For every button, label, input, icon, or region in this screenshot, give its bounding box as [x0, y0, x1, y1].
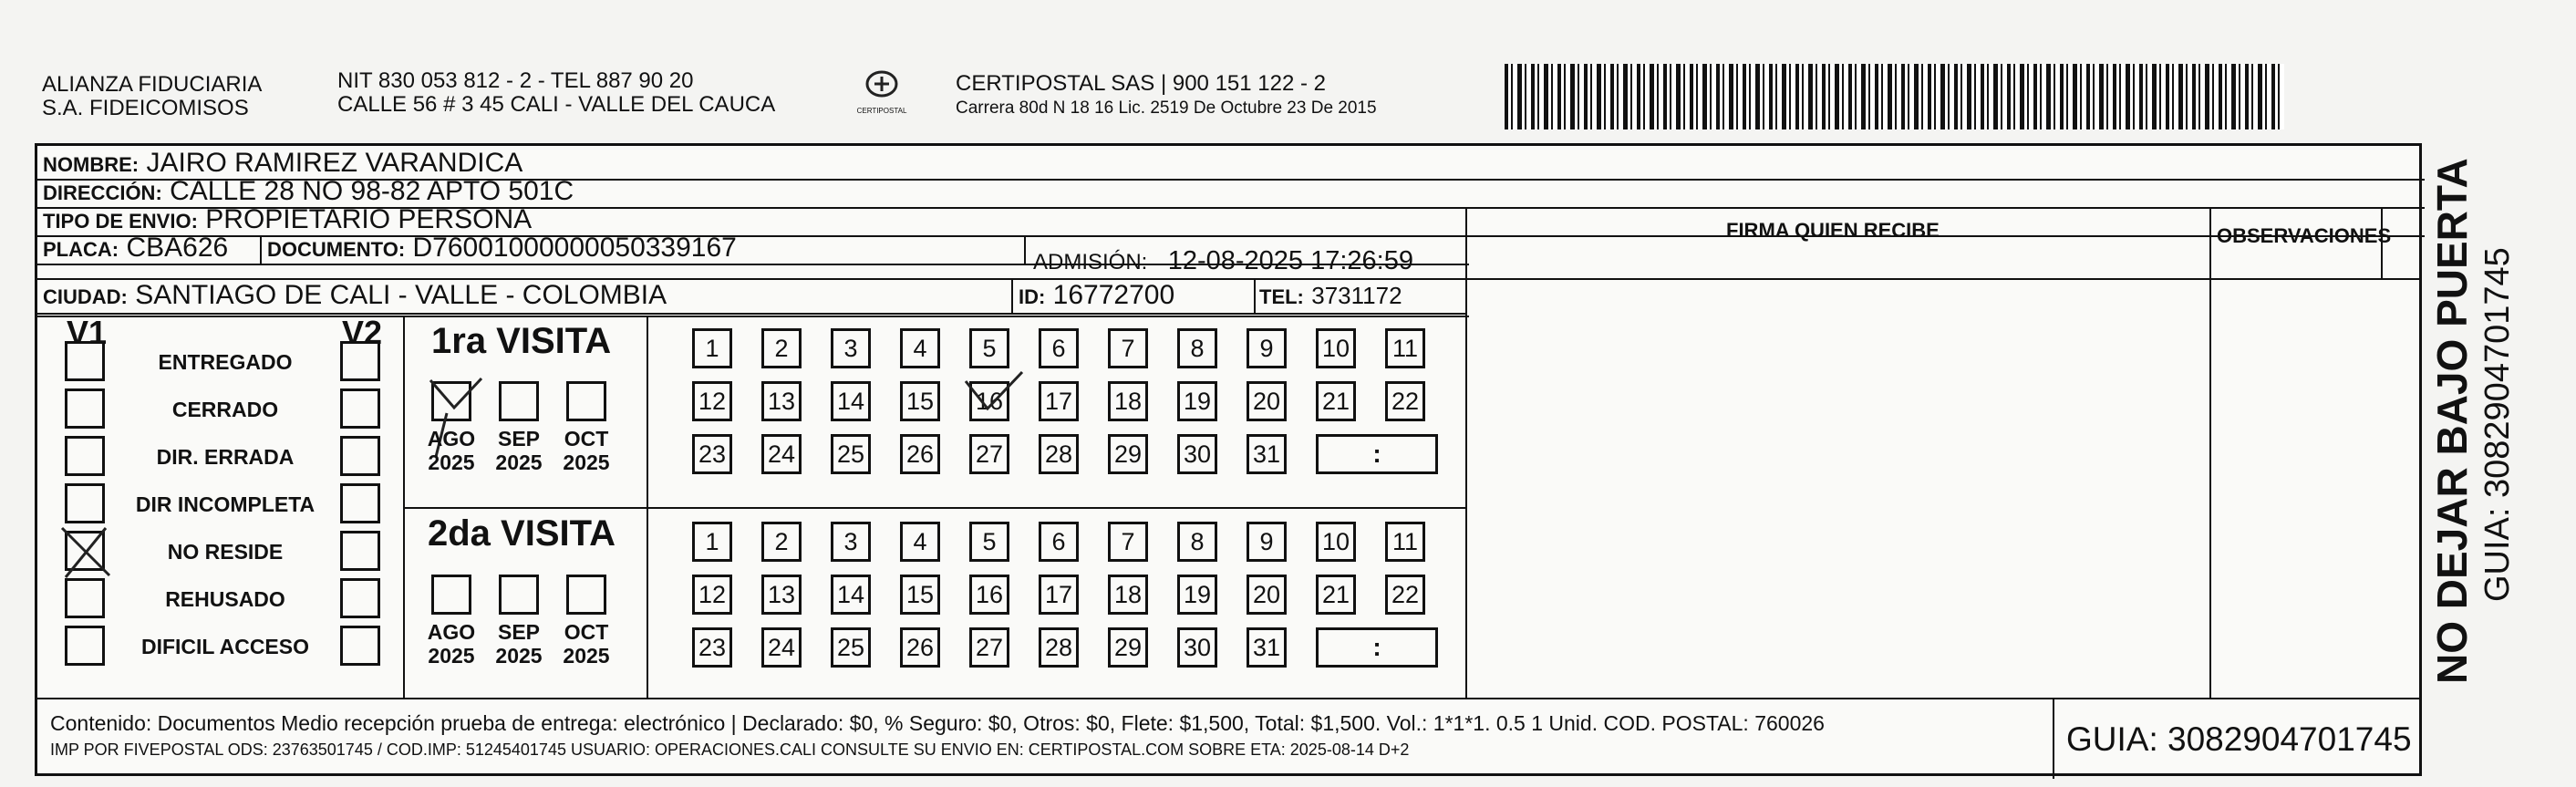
second-visit-day-box[interactable]: 17	[1039, 575, 1079, 615]
first-visit-day-box[interactable]: 26	[900, 434, 940, 474]
second-visit-day-box[interactable]: 14	[831, 575, 871, 615]
firma-header: FIRMA QUIEN RECIBE	[1726, 219, 1940, 242]
second-visit-day-box[interactable]: 3	[831, 522, 871, 562]
first-visit-month-label: SEP 2025	[495, 427, 543, 474]
placa-label: PLACA:	[43, 238, 119, 261]
first-visit-day-box[interactable]: 10	[1316, 328, 1356, 368]
second-visit-day-box[interactable]: 9	[1247, 522, 1287, 562]
second-visit-title: 2da VISITA	[428, 513, 616, 554]
first-visit-month-label: OCT 2025	[563, 427, 610, 474]
first-visit-day-box[interactable]: 3	[831, 328, 871, 368]
day-check-mark-icon	[962, 368, 1026, 437]
logo-icon	[864, 69, 900, 102]
second-visit-day-box[interactable]: 2	[761, 522, 802, 562]
v1-checkbox[interactable]	[65, 531, 105, 571]
tipo-label: TIPO DE ENVIO:	[43, 210, 198, 233]
v2-checkbox[interactable]	[340, 388, 380, 429]
observaciones-header: OBSERVACIONES	[2217, 224, 2392, 247]
tipo-value: PROPIETARIO PERSONA	[205, 204, 533, 234]
certipostal-logo	[853, 69, 911, 115]
v1-checkbox[interactable]	[65, 341, 105, 381]
ciudad-label: CIUDAD:	[43, 285, 128, 308]
side-guia: GUIA: 3082904701745	[2478, 247, 2517, 602]
second-visit-day-box[interactable]: 29	[1108, 627, 1148, 668]
first-visit-title: 1ra VISITA	[431, 321, 612, 361]
v1-checkbox[interactable]	[65, 388, 105, 429]
second-visit-day-box[interactable]: 7	[1108, 522, 1148, 562]
documento-value: D76001000000050339167	[412, 233, 737, 263]
second-visit-day-box[interactable]: 8	[1177, 522, 1217, 562]
first-visit-day-box[interactable]: 6	[1039, 328, 1079, 368]
v2-checkbox[interactable]	[340, 483, 380, 523]
second-visit-month-label: SEP 2025	[495, 620, 543, 668]
first-visit-day-box[interactable]: 21	[1316, 381, 1356, 421]
sender-company	[42, 73, 262, 120]
first-visit-day-box[interactable]: 18	[1108, 381, 1148, 421]
second-visit-day-box[interactable]: 18	[1108, 575, 1148, 615]
v1-checkbox[interactable]	[65, 436, 105, 476]
v1-checkbox[interactable]	[65, 483, 105, 523]
footer-print-info: IMP POR FIVEPOSTAL ODS: 23763501745 / COD.IMP: 51245401745 USUARIO: OPERACIONES.CALI CONSULTE SU ENVIO EN: CERTIPOSTAL.COM SOBRE ETA: 2025-08-14 D+2	[50, 740, 1410, 759]
first-visit-month-checkbox[interactable]	[431, 381, 471, 421]
first-visit-day-box[interactable]: 7	[1108, 328, 1148, 368]
v1-checkbox[interactable]	[65, 626, 105, 666]
carrier-line-2: Carrera 80d N 18 16 Lic. 2519 De Octubre 23 De 2015	[956, 98, 1377, 118]
first-visit-day-box[interactable]: 23	[692, 434, 732, 474]
first-visit-day-box[interactable]: 12	[692, 381, 732, 421]
second-visit-day-box[interactable]: 16	[969, 575, 1009, 615]
status-option-label: DIFICIL ACCESO	[140, 635, 309, 658]
first-visit-day-box[interactable]: 22	[1385, 381, 1425, 421]
second-visit-day-box[interactable]: 10	[1316, 522, 1356, 562]
direccion-label: DIRECCIÓN:	[43, 181, 162, 204]
second-visit-day-box[interactable]: 30	[1177, 627, 1217, 668]
second-visit-day-box[interactable]: 11	[1385, 522, 1425, 562]
first-visit-day-box[interactable]: 4	[900, 328, 940, 368]
first-visit-day-box[interactable]: 29	[1108, 434, 1148, 474]
nombre-label: NOMBRE:	[43, 153, 140, 176]
second-visit-month-checkbox[interactable]	[566, 575, 606, 615]
status-option-label: DIR INCOMPLETA	[135, 492, 316, 516]
v2-label: V2	[342, 314, 383, 351]
id-field	[1019, 280, 1174, 313]
second-visit-day-box[interactable]: 27	[969, 627, 1009, 668]
carrier-info	[956, 71, 1377, 120]
v2-checkbox[interactable]	[340, 341, 380, 381]
first-visit-month-checkbox[interactable]	[566, 381, 606, 421]
second-visit-time-box[interactable]: :	[1316, 627, 1438, 668]
second-visit-day-box[interactable]: 19	[1177, 575, 1217, 615]
logo-text: CERTIPOSTAL	[856, 107, 907, 115]
id-value: 16772700	[1052, 280, 1175, 310]
second-visit-month-label: AGO 2025	[427, 620, 476, 668]
first-visit-day-box[interactable]: 20	[1247, 381, 1287, 421]
first-visit-day-box[interactable]: 24	[761, 434, 802, 474]
tel-label: TEL:	[1259, 285, 1304, 308]
first-visit-day-box[interactable]: 5	[969, 328, 1009, 368]
footer-guia: GUIA: 3082904701745	[2066, 720, 2412, 758]
side-warning: NO DEJAR BAJO PUERTA	[2428, 158, 2476, 684]
second-visit-day-box[interactable]: 21	[1316, 575, 1356, 615]
first-visit-day-box[interactable]: 30	[1177, 434, 1217, 474]
sender-nit	[337, 69, 775, 117]
status-option-label: CERRADO	[171, 398, 279, 421]
second-visit-day-box[interactable]: 26	[900, 627, 940, 668]
carrier-line-1: CERTIPOSTAL SAS | 900 151 122 - 2	[956, 71, 1326, 96]
first-visit-day-box[interactable]: 28	[1039, 434, 1079, 474]
company-line-1: ALIANZA FIDUCIARIA	[42, 72, 263, 97]
second-visit-month-checkbox[interactable]	[499, 575, 539, 615]
first-visit-day-box[interactable]: 9	[1247, 328, 1287, 368]
second-visit-month-checkbox[interactable]	[431, 575, 471, 615]
tel-value: 3731172	[1311, 282, 1402, 309]
nombre-value: JAIRO RAMIREZ VARANDICA	[146, 148, 523, 178]
first-visit-month-checkbox[interactable]	[499, 381, 539, 421]
first-visit-day-box[interactable]: 8	[1177, 328, 1217, 368]
second-visit-day-box[interactable]: 28	[1039, 627, 1079, 668]
id-label: ID:	[1019, 285, 1046, 308]
first-visit-day-box[interactable]: 1	[692, 328, 732, 368]
second-visit-day-box[interactable]: 23	[692, 627, 732, 668]
first-visit-day-box[interactable]: 15	[900, 381, 940, 421]
second-visit-day-box[interactable]: 20	[1247, 575, 1287, 615]
first-visit-day-box[interactable]: 2	[761, 328, 802, 368]
v2-checkbox[interactable]	[340, 436, 380, 476]
nit-line-2: CALLE 56 # 3 45 CALI - VALLE DEL CAUCA	[337, 92, 776, 117]
company-line-2: S.A. FIDEICOMISOS	[42, 96, 249, 120]
barcode	[1505, 64, 2284, 129]
first-visit-day-box[interactable]: 14	[831, 381, 871, 421]
admision-field	[1033, 245, 1413, 278]
nit-line-1: NIT 830 053 812 - 2 - TEL 887 90 20	[337, 68, 694, 93]
status-option-label: ENTREGADO	[158, 350, 293, 374]
second-visit-day-box[interactable]: 13	[761, 575, 802, 615]
v2-checkbox[interactable]	[340, 531, 380, 571]
admision-value: 12-08-2025 17:26:59	[1167, 246, 1413, 275]
tel-field	[1259, 280, 1402, 313]
check-mark-icon	[58, 524, 113, 579]
second-visit-day-box[interactable]: 15	[900, 575, 940, 615]
v1-checkbox[interactable]	[65, 578, 105, 618]
v2-checkbox[interactable]	[340, 578, 380, 618]
second-visit-day-box[interactable]: 31	[1247, 627, 1287, 668]
second-visit-day-box[interactable]: 6	[1039, 522, 1079, 562]
first-visit-day-box[interactable]: 11	[1385, 328, 1425, 368]
first-visit-day-box[interactable]: 25	[831, 434, 871, 474]
ciudad-value: SANTIAGO DE CALI - VALLE - COLOMBIA	[135, 280, 667, 310]
first-visit-day-box[interactable]: 27	[969, 434, 1009, 474]
ciudad-field	[43, 280, 667, 313]
v1-label: V1	[67, 314, 108, 351]
footer-content: Contenido: Documentos Medio recepción prueba de entrega: electrónico | Declarado: $0, % Seguro: $0, Otros: $0, Flete: $1,500, Total: $1,500. Vol.: 1*1*1. 0.5 1 Unid. COD. POSTAL: 760026	[50, 711, 1825, 735]
second-visit-day-box[interactable]: 24	[761, 627, 802, 668]
first-visit-day-box[interactable]: 13	[761, 381, 802, 421]
admision-label: ADMISIÓN:	[1033, 250, 1148, 274]
second-visit-month-label: OCT 2025	[563, 620, 610, 668]
first-visit-day-box[interactable]: 16	[969, 381, 1009, 421]
placa-value: CBA626	[126, 233, 229, 263]
documento-field	[267, 233, 737, 265]
status-option-label: REHUSADO	[165, 587, 285, 611]
second-visit-day-box[interactable]: 12	[692, 575, 732, 615]
first-visit-day-box[interactable]: 31	[1247, 434, 1287, 474]
second-visit-day-box[interactable]: 22	[1385, 575, 1425, 615]
first-visit-month-label: AGO 2025	[427, 427, 476, 474]
status-option-label: NO RESIDE	[167, 540, 284, 564]
second-visit-day-box[interactable]: 5	[969, 522, 1009, 562]
v2-checkbox[interactable]	[340, 626, 380, 666]
status-option-label: DIR. ERRADA	[156, 445, 295, 469]
second-visit-day-box[interactable]: 25	[831, 627, 871, 668]
second-visit-day-box[interactable]: 4	[900, 522, 940, 562]
delivery-form	[35, 143, 2422, 776]
first-visit-day-box[interactable]: 19	[1177, 381, 1217, 421]
direccion-value: CALLE 28 NO 98-82 APTO 501C	[170, 176, 574, 206]
first-visit-day-box[interactable]: 17	[1039, 381, 1079, 421]
documento-label: DOCUMENTO:	[267, 238, 406, 261]
placa-field	[43, 233, 228, 265]
first-visit-time-box[interactable]: :	[1316, 434, 1438, 474]
second-visit-day-box[interactable]: 1	[692, 522, 732, 562]
